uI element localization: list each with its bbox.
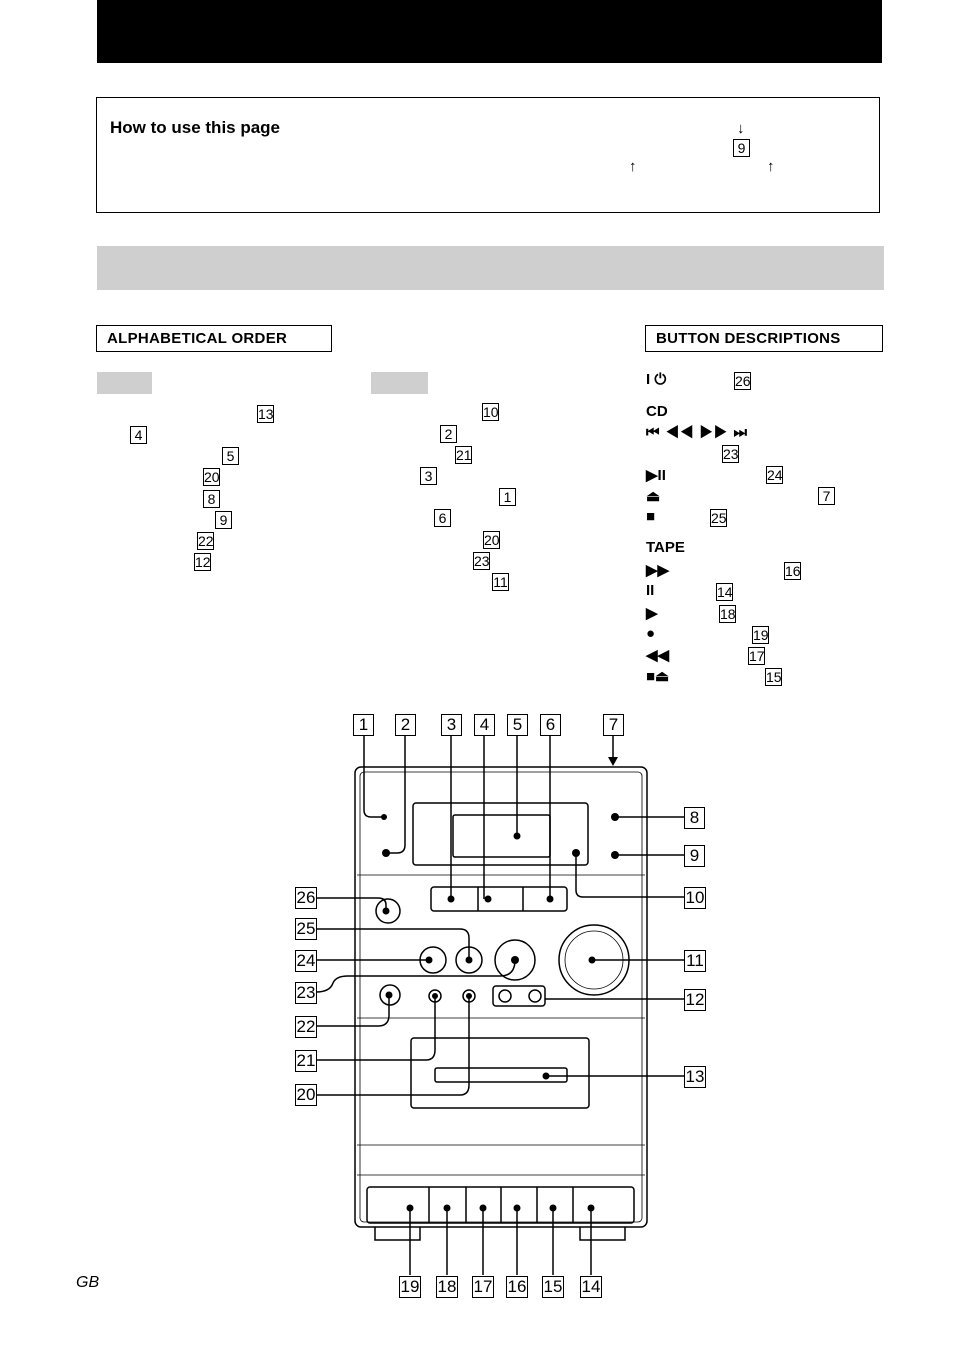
callout-number: 23 bbox=[296, 983, 316, 1002]
ref-number: 22 bbox=[198, 533, 214, 549]
down-arrow-icon: ↓ bbox=[737, 120, 745, 137]
example-number: 9 bbox=[733, 139, 750, 157]
arrow-icon bbox=[608, 757, 618, 766]
region-code: GB bbox=[76, 1274, 100, 1291]
ref-number: 6 bbox=[434, 509, 451, 527]
ref-number: 11 bbox=[493, 574, 508, 590]
callout-number: 17 bbox=[473, 1277, 493, 1296]
ref-number: 16 bbox=[785, 563, 801, 579]
callout-number: 21 bbox=[296, 1051, 316, 1070]
callout-number: 20 bbox=[296, 1085, 316, 1104]
tape-rec-symbol: ● bbox=[646, 625, 656, 642]
display-panel bbox=[413, 803, 588, 865]
ref-number: 7 bbox=[818, 487, 835, 505]
tape-stop-eject-symbol: ■⏏ bbox=[646, 668, 670, 685]
ref-number: 20 bbox=[484, 532, 500, 548]
ref-number: 13 bbox=[258, 406, 274, 422]
callout-number: 19 bbox=[400, 1277, 420, 1296]
callout-number: 12 bbox=[685, 990, 705, 1009]
ref-number: 14 bbox=[717, 584, 733, 600]
up-arrow-icon: ↑ bbox=[629, 158, 637, 175]
callout-number: 22 bbox=[296, 1017, 316, 1036]
callout-number: 5 bbox=[507, 714, 528, 736]
ref-number: 5 bbox=[222, 447, 239, 465]
ref-number: 4 bbox=[130, 426, 147, 444]
ref-number: 12 bbox=[195, 554, 211, 570]
unit-body bbox=[355, 767, 647, 1227]
callout-number: 11 bbox=[684, 950, 706, 972]
ref-number: 23 bbox=[723, 446, 739, 462]
callout-number: 15 bbox=[543, 1277, 563, 1296]
callout-number: 1 bbox=[353, 714, 374, 736]
callout-number: 24 bbox=[296, 951, 316, 970]
tape-label: TAPE bbox=[646, 539, 685, 556]
callout-number: 26 bbox=[296, 888, 316, 907]
up-arrow-icon: ↑ bbox=[767, 158, 775, 175]
cd-label: CD bbox=[646, 403, 668, 420]
tape-ff-symbol: ▶▶ bbox=[646, 562, 670, 579]
ref-number: 19 bbox=[753, 627, 769, 643]
cassette-door bbox=[411, 1038, 589, 1108]
callout-number: 6 bbox=[540, 714, 561, 736]
cd-skip-symbols: ⏮ ◀◀ ▶▶ ⏭ bbox=[646, 424, 749, 441]
how-to-title: How to use this page bbox=[110, 118, 281, 137]
display-window bbox=[453, 815, 550, 857]
cd-play-pause-symbol: ▶II bbox=[646, 467, 666, 484]
callout-number: 18 bbox=[437, 1277, 457, 1296]
ref-number: 20 bbox=[204, 469, 220, 485]
ref-number: 24 bbox=[767, 467, 783, 483]
callout-number: 2 bbox=[395, 714, 416, 736]
callout-number: 10 bbox=[685, 888, 705, 907]
button-descriptions-header: BUTTON DESCRIPTIONS bbox=[645, 325, 883, 352]
callout-number: 7 bbox=[603, 714, 624, 736]
ref-number: 26 bbox=[735, 373, 751, 389]
callout-number: 16 bbox=[507, 1277, 527, 1296]
ref-number: 15 bbox=[766, 669, 782, 685]
ref-number: 21 bbox=[456, 447, 472, 463]
power-symbol: I ⏻ bbox=[646, 371, 667, 388]
ref-number: 10 bbox=[483, 404, 499, 420]
ref-number: 18 bbox=[720, 606, 736, 622]
alphabetical-header: ALPHABETICAL ORDER bbox=[96, 325, 332, 352]
eject-symbol: ⏏ bbox=[646, 488, 661, 505]
callout-number: 25 bbox=[296, 919, 316, 938]
ref-number: 3 bbox=[420, 467, 437, 485]
ref-number: 25 bbox=[711, 510, 727, 526]
tape-pause-symbol: II bbox=[646, 582, 655, 599]
stop-symbol: ■ bbox=[646, 508, 656, 525]
ref-number: 9 bbox=[215, 511, 232, 529]
ref-number: 1 bbox=[499, 488, 516, 506]
ref-number: 17 bbox=[749, 648, 765, 664]
callout-number: 4 bbox=[474, 714, 495, 736]
callout-number: 13 bbox=[685, 1067, 705, 1086]
callout-number: 14 bbox=[581, 1277, 601, 1296]
callout-number: 8 bbox=[684, 807, 705, 829]
tape-play-symbol: ▶ bbox=[646, 605, 658, 622]
callout-number: 3 bbox=[441, 714, 462, 736]
ref-number: 23 bbox=[474, 553, 490, 569]
ref-number: 2 bbox=[440, 425, 457, 443]
tape-rew-symbol: ◀◀ bbox=[646, 647, 670, 664]
ref-number: 8 bbox=[203, 490, 220, 508]
callout-number: 9 bbox=[684, 845, 705, 867]
